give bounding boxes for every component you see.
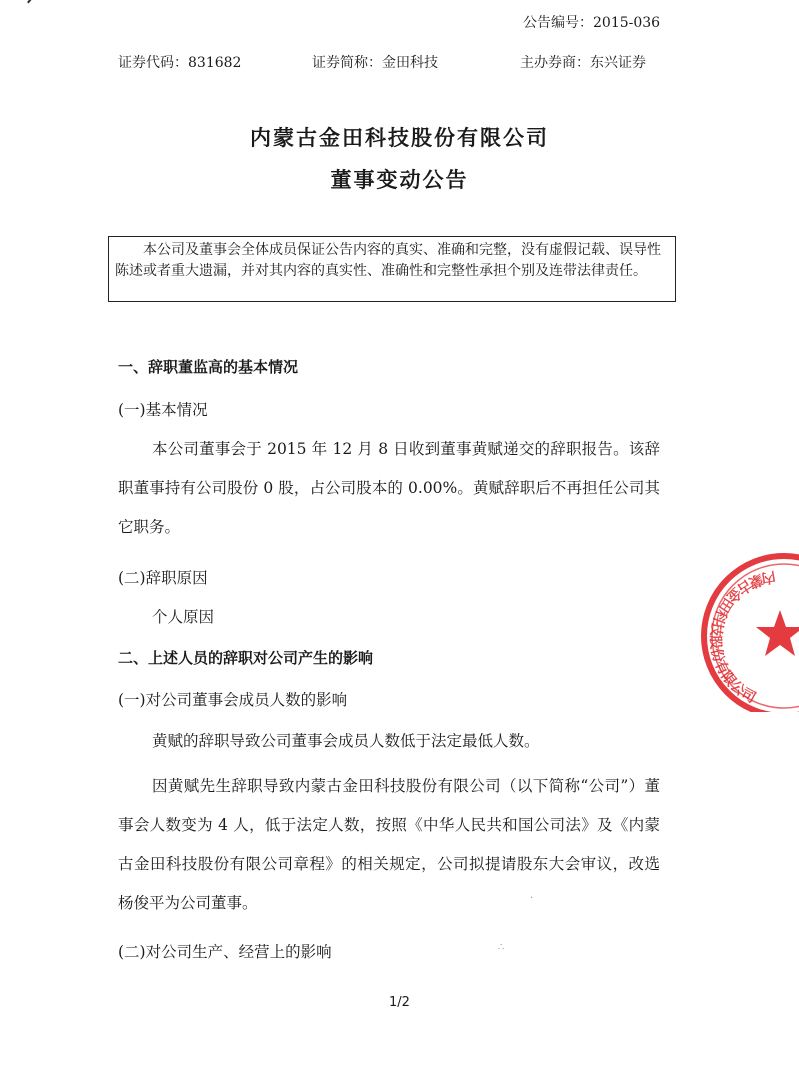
- company-seal-stamp: [700, 552, 799, 712]
- stock-code: 证券代码：831682: [118, 55, 242, 71]
- resignation-reason: 个人原因: [152, 608, 215, 626]
- board-replacement-text: 因黄赋先生辞职导致内蒙古金田科技股份有限公司（以下简称“公司”）董事会人数变为 4 人，低于法定人数，按照《中华人民共和国公司法》及《内蒙古金田科技股份有限公司章程》的相关规定，公司拟提请股东大会审议，改选杨俊平为公司董事。: [118, 777, 660, 912]
- disclaimer-box: [108, 236, 676, 302]
- scan-speck: ∴: [498, 942, 505, 953]
- board-count-paragraph: [118, 722, 660, 761]
- section-2-sub-2: (二)对公司生产、经营上的影响: [118, 943, 332, 961]
- section-1-sub-1: (一)基本情况: [118, 401, 208, 419]
- page-number: 1/2: [389, 995, 410, 1010]
- board-replacement-paragraph: [118, 767, 660, 923]
- scan-corner-mark: [27, 0, 57, 18]
- section-1-paragraph: [118, 430, 660, 547]
- section-2-heading: 二、上述人员的辞职对公司产生的影响: [118, 649, 374, 667]
- sponsor-broker: 主办券商：东兴证券: [520, 55, 646, 71]
- section-2-sub-1: (一)对公司董事会成员人数的影响: [118, 691, 348, 709]
- section-1-heading: 一、辞职董监高的基本情况: [118, 358, 299, 376]
- document-title: 董事变动公告: [330, 167, 469, 192]
- resignation-paragraph: 本公司董事会于 2015 年 12 月 8 日收到董事黄赋递交的辞职报告。该辞职董事持有公司股份 0 股，占公司股本的 0.00%。黄赋辞职后不再担任公司其它职务。: [118, 440, 660, 536]
- company-title: 内蒙古金田科技股份有限公司: [250, 125, 549, 150]
- disclaimer-text: 本公司及董事会全体成员保证公告内容的真实、准确和完整，没有虚假记载、误导性陈述或者重大遗漏，并对其内容的真实性、准确性和完整性承担个别及连带法律责任。: [115, 242, 661, 279]
- scan-speck: ·: [530, 893, 534, 904]
- section-1-sub-2: (二)辞职原因: [118, 569, 208, 587]
- announcement-number: 公告编号：2015-036: [523, 15, 661, 31]
- board-count-text: 黄赋的辞职导致公司董事会成员人数低于法定最低人数。: [152, 732, 540, 750]
- stock-abbreviation: 证券简称：金田科技: [312, 55, 438, 71]
- svg-text:内蒙古金田科技股份有限公司: 内蒙古金田科技股份有限公司: [706, 567, 777, 707]
